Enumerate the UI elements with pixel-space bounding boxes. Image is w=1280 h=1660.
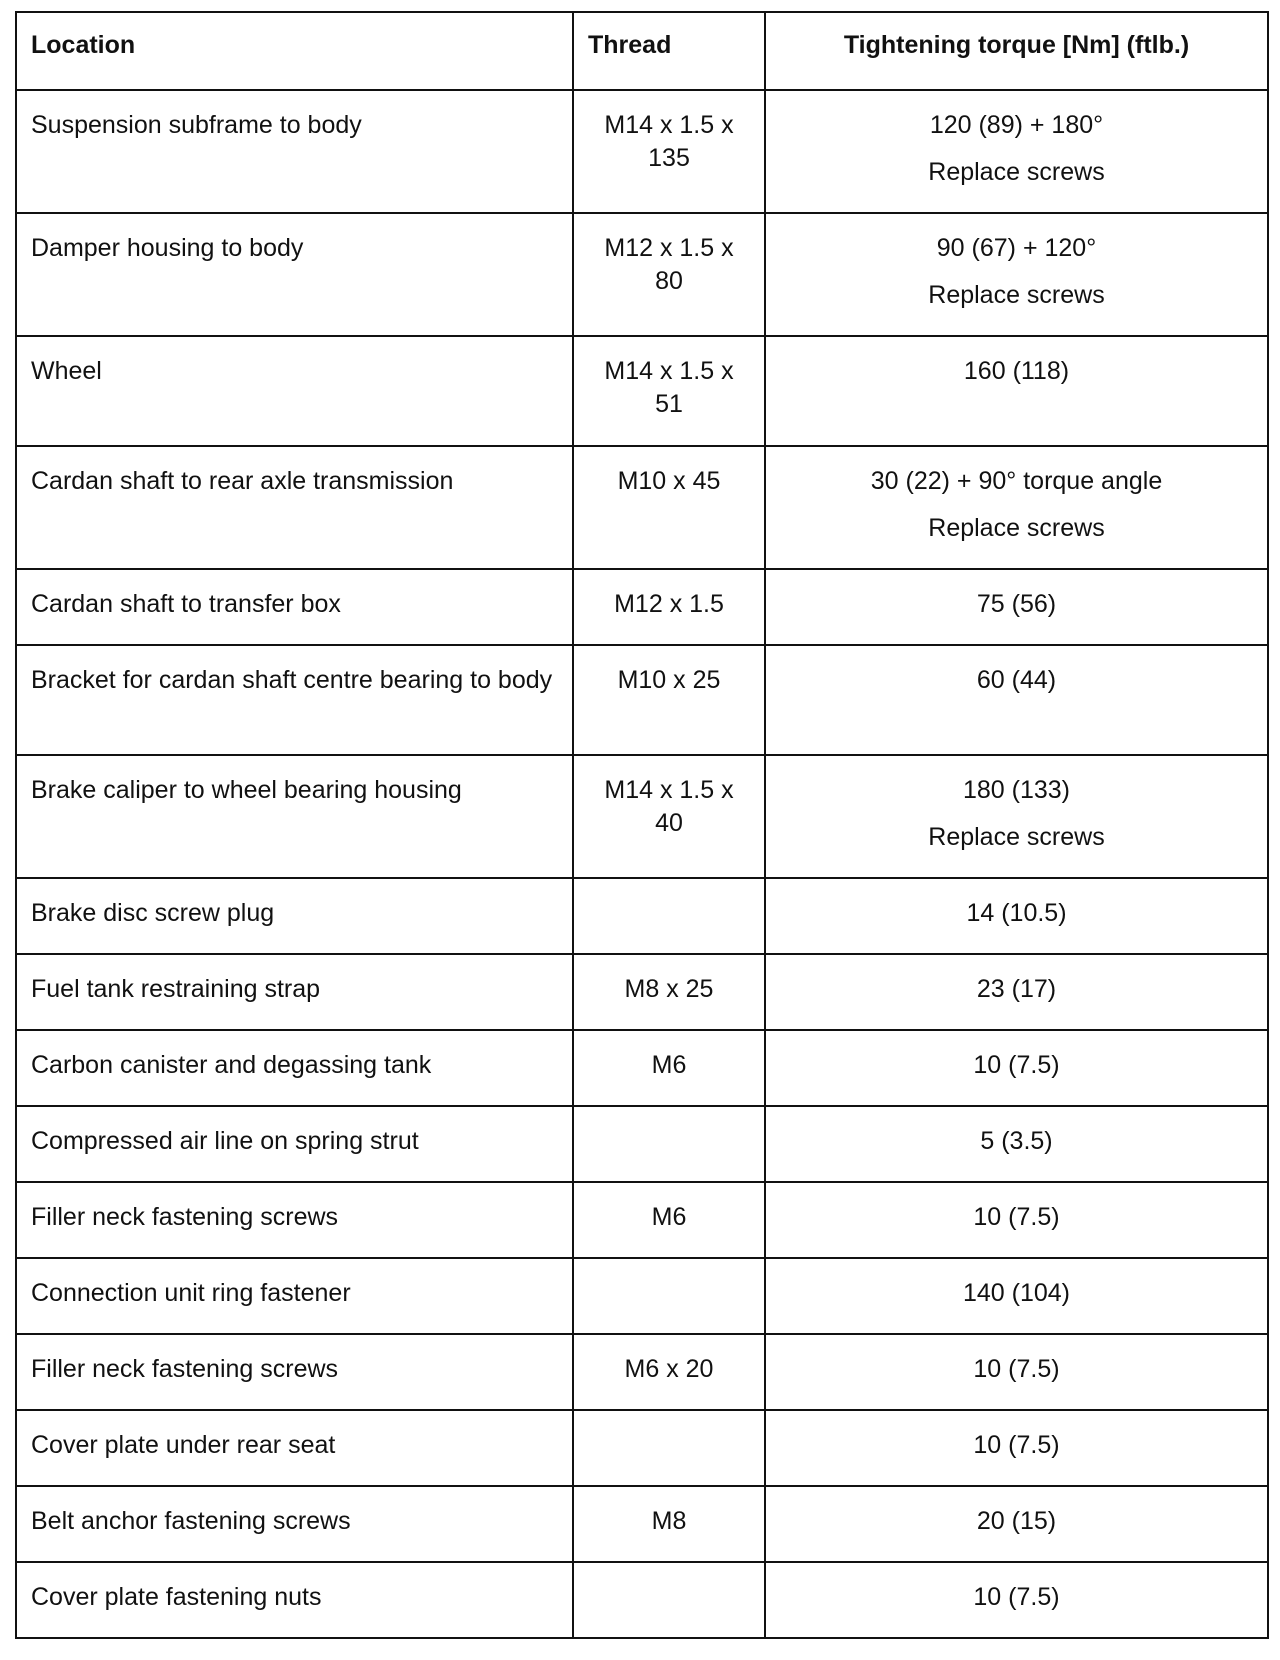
torque-value: 10 (7.5) xyxy=(973,1355,1060,1383)
location-cell: Suspension subframe to body xyxy=(16,90,573,213)
torque-value: 20 (15) xyxy=(976,1507,1057,1535)
header-location: Location xyxy=(16,12,573,90)
thread-cell xyxy=(573,1562,765,1638)
thread-cell: M14 x 1.5 x 51 xyxy=(573,336,765,446)
table-row xyxy=(16,446,1268,569)
table-row xyxy=(16,1334,1268,1410)
torque-cell xyxy=(765,1486,1268,1562)
torque-value: 10 (7.5) xyxy=(973,1431,1060,1459)
torque-specification-table xyxy=(15,11,1269,1639)
torque-cell xyxy=(765,878,1268,954)
torque-value: 90 (67) + 120° xyxy=(936,234,1097,262)
thread-cell: M12 x 1.5 xyxy=(573,569,765,645)
table-row xyxy=(16,569,1268,645)
table-row xyxy=(16,1030,1268,1106)
table-row xyxy=(16,1410,1268,1486)
torque-value: 180 (133) xyxy=(962,776,1071,804)
torque-note: Replace screws xyxy=(928,281,1105,309)
torque-cell xyxy=(765,90,1268,213)
torque-value: 120 (89) + 180° xyxy=(929,111,1104,139)
location-cell: Filler neck fastening screws xyxy=(16,1182,573,1258)
location-cell: Wheel xyxy=(16,336,573,446)
torque-value: 14 (10.5) xyxy=(966,899,1067,927)
torque-value: 10 (7.5) xyxy=(973,1203,1060,1231)
table-body xyxy=(16,90,1268,1638)
table-row xyxy=(16,1182,1268,1258)
header-row xyxy=(16,12,1268,90)
location-cell: Filler neck fastening screws xyxy=(16,1334,573,1410)
torque-value: 10 (7.5) xyxy=(973,1583,1060,1611)
header-thread: Thread xyxy=(573,12,765,90)
torque-note: Replace screws xyxy=(928,158,1105,186)
location-cell: Brake caliper to wheel bearing housing xyxy=(16,755,573,878)
location-cell: Belt anchor fastening screws xyxy=(16,1486,573,1562)
table-row xyxy=(16,1562,1268,1638)
thread-cell: M6 xyxy=(573,1182,765,1258)
thread-cell: M8 xyxy=(573,1486,765,1562)
table-row xyxy=(16,645,1268,755)
thread-cell: M8 x 25 xyxy=(573,954,765,1030)
table-row xyxy=(16,1486,1268,1562)
torque-value: 160 (118) xyxy=(963,357,1070,385)
location-cell: Connection unit ring fastener xyxy=(16,1258,573,1334)
thread-cell: M6 xyxy=(573,1030,765,1106)
torque-value: 5 (3.5) xyxy=(980,1127,1053,1155)
thread-cell: M10 x 25 xyxy=(573,645,765,755)
location-cell: Carbon canister and degassing tank xyxy=(16,1030,573,1106)
location-cell: Damper housing to body xyxy=(16,213,573,336)
thread-cell xyxy=(573,1106,765,1182)
location-cell: Fuel tank restraining strap xyxy=(16,954,573,1030)
table-header xyxy=(16,12,1268,90)
thread-cell xyxy=(573,1410,765,1486)
thread-cell: M14 x 1.5 x 135 xyxy=(573,90,765,213)
torque-cell xyxy=(765,1410,1268,1486)
torque-cell xyxy=(765,1106,1268,1182)
table-row xyxy=(16,755,1268,878)
torque-cell xyxy=(765,336,1268,446)
torque-cell xyxy=(765,1334,1268,1410)
table-row xyxy=(16,1258,1268,1334)
torque-value: 23 (17) xyxy=(976,975,1057,1003)
location-cell: Cover plate fastening nuts xyxy=(16,1562,573,1638)
table-row xyxy=(16,878,1268,954)
torque-cell xyxy=(765,569,1268,645)
torque-cell xyxy=(765,446,1268,569)
torque-cell xyxy=(765,1258,1268,1334)
torque-cell xyxy=(765,954,1268,1030)
torque-cell xyxy=(765,645,1268,755)
torque-value: 10 (7.5) xyxy=(973,1051,1060,1079)
thread-cell xyxy=(573,878,765,954)
location-cell: Bracket for cardan shaft centre bearing to body xyxy=(16,645,573,755)
thread-cell: M6 x 20 xyxy=(573,1334,765,1410)
thread-cell: M14 x 1.5 x 40 xyxy=(573,755,765,878)
table-row xyxy=(16,336,1268,446)
thread-cell xyxy=(573,1258,765,1334)
table-row xyxy=(16,90,1268,213)
table-row xyxy=(16,954,1268,1030)
table-row xyxy=(16,213,1268,336)
header-torque: Tightening torque [Nm] (ftlb.) xyxy=(765,12,1268,90)
torque-cell xyxy=(765,1562,1268,1638)
torque-value: 75 (56) xyxy=(976,590,1057,618)
location-cell: Compressed air line on spring strut xyxy=(16,1106,573,1182)
location-cell: Brake disc screw plug xyxy=(16,878,573,954)
torque-cell xyxy=(765,1182,1268,1258)
torque-cell xyxy=(765,1030,1268,1106)
torque-value: 60 (44) xyxy=(976,666,1057,694)
torque-cell xyxy=(765,213,1268,336)
torque-note: Replace screws xyxy=(928,514,1105,542)
torque-value: 30 (22) + 90° torque angle xyxy=(870,467,1163,495)
location-cell: Cover plate under rear seat xyxy=(16,1410,573,1486)
thread-cell: M12 x 1.5 x 80 xyxy=(573,213,765,336)
thread-cell: M10 x 45 xyxy=(573,446,765,569)
location-cell: Cardan shaft to rear axle transmission xyxy=(16,446,573,569)
torque-cell xyxy=(765,755,1268,878)
torque-note: Replace screws xyxy=(928,823,1105,851)
location-cell: Cardan shaft to transfer box xyxy=(16,569,573,645)
table-row xyxy=(16,1106,1268,1182)
torque-value: 140 (104) xyxy=(962,1279,1071,1307)
